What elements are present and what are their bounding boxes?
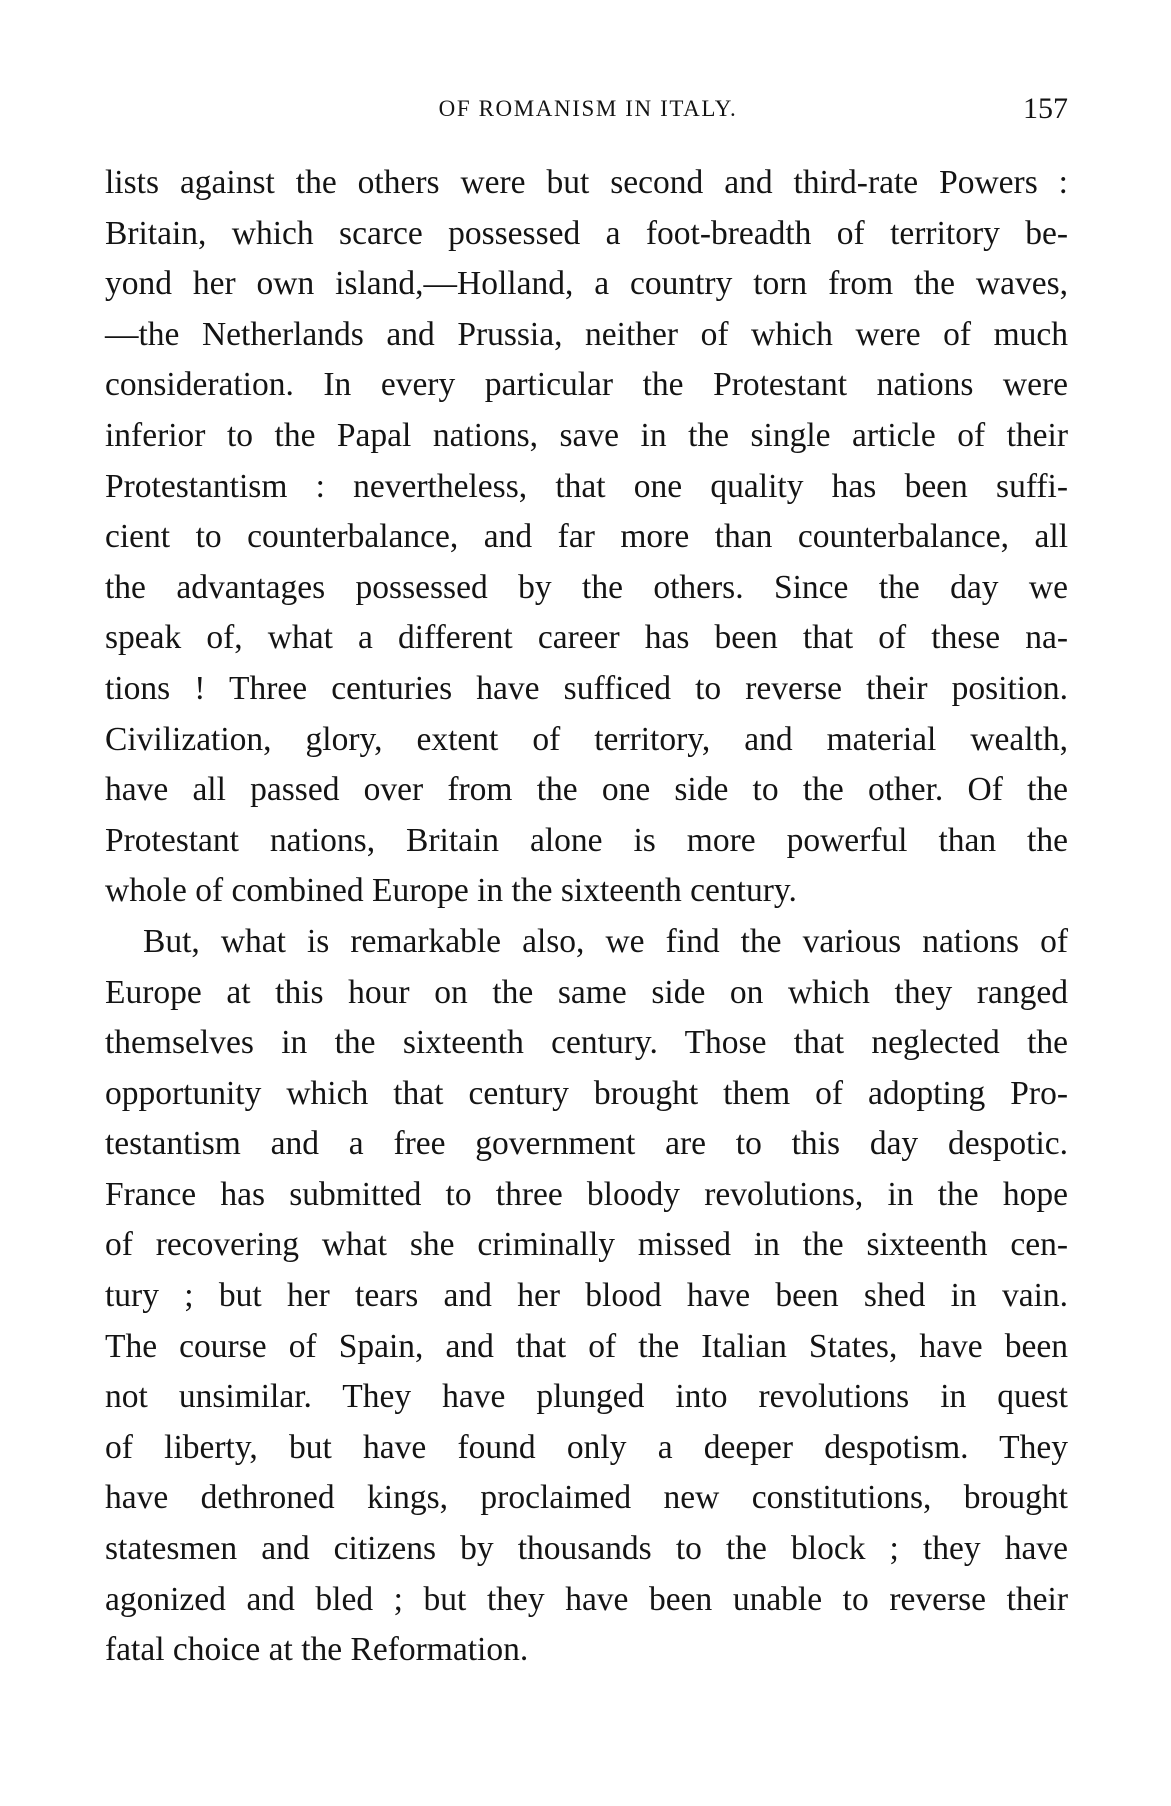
text-line: Protestantism : nevertheless, that one quality has been suffi- bbox=[105, 467, 1068, 505]
text-line: tions ! Three centuries have sufficed to reverse their position. bbox=[105, 669, 1068, 707]
text-line: The course of Spain, and that of the Italian States, have been bbox=[105, 1327, 1068, 1365]
text-line: themselves in the sixteenth century. Those that neglected the bbox=[105, 1024, 1068, 1062]
paragraph-1 bbox=[105, 158, 1068, 917]
text-line: consideration. In every particular the Protestant nations were bbox=[105, 366, 1068, 404]
text-line: fatal choice at the Reformation. bbox=[105, 1631, 529, 1669]
text-line: yond her own island,—Holland, a country torn from the waves, bbox=[105, 265, 1068, 303]
text-line: lists against the others were but second and third-rate Powers : bbox=[105, 164, 1068, 201]
text-line: of liberty, but have found only a deeper despotism. They bbox=[105, 1428, 1068, 1466]
text-line: Protestant nations, Britain alone is more powerful than the bbox=[105, 821, 1068, 859]
text-line: statesmen and citizens by thousands to the block ; they have bbox=[105, 1530, 1068, 1568]
page-number: 157 bbox=[1023, 92, 1068, 125]
text-line: opportunity which that century brought them of adopting Pro- bbox=[105, 1074, 1068, 1112]
text-line: of recovering what she criminally missed in the sixteenth cen- bbox=[105, 1226, 1068, 1264]
text-line: Europe at this hour on the same side on which they ranged bbox=[105, 973, 1068, 1011]
text-line: the advantages possessed by the others. Since the day we bbox=[105, 568, 1068, 606]
text-line: speak of, what a different career has been that of these na- bbox=[105, 619, 1068, 657]
text-line: have all passed over from the one side to the other. Of the bbox=[105, 771, 1068, 809]
body-text bbox=[105, 158, 1068, 1676]
text-line: whole of combined Europe in the sixteenth century. bbox=[105, 872, 797, 910]
text-line: agonized and bled ; but they have been unable to reverse their bbox=[105, 1580, 1068, 1618]
text-line: Civilization, glory, extent of territory, and material wealth, bbox=[105, 720, 1068, 758]
text-line: France has submitted to three bloody revolutions, in the hope bbox=[105, 1175, 1068, 1213]
text-line: testantism and a free government are to this day despotic. bbox=[105, 1125, 1068, 1163]
text-line: cient to counterbalance, and far more than counterbalance, all bbox=[105, 518, 1068, 556]
text-line: not unsimilar. They have plunged into revolutions in quest bbox=[105, 1378, 1068, 1416]
text-line: have dethroned kings, proclaimed new constitutions, brought bbox=[105, 1479, 1068, 1517]
text-line: But, what is remarkable also, we find the various nations of bbox=[143, 922, 1068, 960]
running-head bbox=[108, 92, 1068, 132]
text-line: Britain, which scarce possessed a foot-breadth of territory be- bbox=[105, 214, 1068, 252]
running-title: OF ROMANISM IN ITALY. bbox=[438, 96, 738, 121]
text-line: tury ; but her tears and her blood have been shed in vain. bbox=[105, 1277, 1068, 1315]
paragraph-2 bbox=[105, 917, 1068, 1676]
text-line: —the Netherlands and Prussia, neither of which were of much bbox=[105, 315, 1068, 353]
text-line: inferior to the Papal nations, save in the single article of their bbox=[105, 416, 1068, 454]
